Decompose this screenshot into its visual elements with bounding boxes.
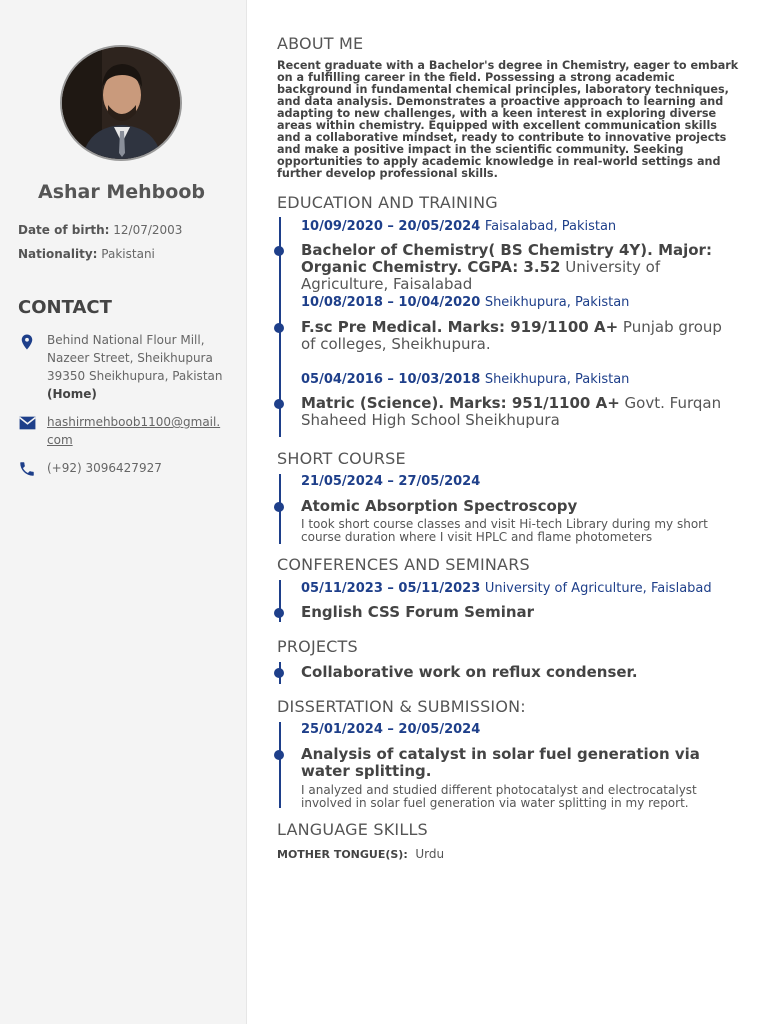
phone-number: (+92) 3096427927 — [47, 461, 162, 475]
edu-2-qualification: F.sc Pre Medical. Marks: 919/1100 A+ — [301, 318, 619, 336]
short-course-name: Atomic Absorption Spectroscopy — [301, 497, 578, 515]
profile-photo — [60, 45, 182, 161]
edu-1-qualification: Bachelor of Chemistry( BS Chemistry 4Y). Major: Organic Chemistry. CGPA: 3.52 — [301, 241, 712, 276]
email-line-1[interactable]: hashirmehboob1100@gmail. — [47, 415, 221, 429]
short-course-description: I took short course classes and visit Hi-tech Library during my short course duration where I visit HPLC and flame photometers — [301, 517, 708, 544]
address-line-2: Nazeer Street, Sheikhupura — [47, 351, 213, 365]
edu-3-location: Sheikhupura, Pakistan — [484, 372, 630, 387]
short-course-dates: 21/05/2024 – 27/05/2024 — [301, 474, 481, 489]
edu-1-dates: 10/09/2020 – 20/05/2024 Faisalabad, Pakistan — [301, 219, 617, 234]
edu-2-location: Sheikhupura, Pakistan — [484, 295, 630, 310]
short-course-title: SHORT COURSE — [277, 449, 406, 468]
conference-dates: 05/11/2023 – 05/11/2023 University of Agriculture, Faislabad — [301, 581, 712, 596]
timeline-dot — [274, 323, 284, 333]
timeline-dot — [274, 399, 284, 409]
candidate-name: Ashar Mehboob — [38, 181, 205, 203]
dissertation-description: I analyzed and studied different photocatalyst and electrocatalyst involved in solar fuel generation via water splitting in my report. — [301, 783, 697, 810]
nationality — [18, 247, 155, 261]
dob-label: Date of birth: — [18, 223, 110, 237]
projects-title: PROJECTS — [277, 637, 358, 656]
edu-3-entry — [301, 395, 741, 429]
education-title: EDUCATION AND TRAINING — [277, 193, 498, 212]
phone-icon — [18, 460, 36, 482]
dissertation-name: Analysis of catalyst in solar fuel generation via water splitting. — [301, 745, 700, 780]
timeline-dot — [274, 502, 284, 512]
nationality-label: Nationality: — [18, 247, 98, 261]
timeline-dot — [274, 668, 284, 678]
timeline-dot — [274, 750, 284, 760]
edu-2-dates: 10/08/2018 – 10/04/2020 Sheikhupura, Pakistan — [301, 295, 630, 310]
conference-location: University of Agriculture, Faislabad — [484, 581, 712, 596]
edu-3-qualification: Matric (Science). Marks: 951/1100 A+ — [301, 394, 620, 412]
address — [47, 331, 222, 403]
sidebar — [0, 0, 247, 1024]
email-icon — [18, 415, 37, 435]
address-type: (Home) — [47, 387, 97, 401]
dissertation-title: DISSERTATION & SUBMISSION: — [277, 697, 526, 716]
edu-1-location: Faisalabad, Pakistan — [484, 219, 617, 234]
email-line-2[interactable]: com — [47, 433, 73, 447]
dissertation-timeline-line — [279, 722, 281, 808]
about-me-text: Recent graduate with a Bachelor's degree in Chemistry, eager to embark on a fulfilling career in the field. Possessing a strong academic background in fundamental chemical principles, laboratory techniques, and data analysis. Demonstrates a proactive approach to learning and adapting to new challenges, with a keen interest in exploring diverse areas within chemistry. Equipped with excellent communication skills and a collaborative mindset, ready to contribute to innovative projects and make a positive impact in the scientific community. Seeking opportunities to apply academic knowledge in real-world settings and further develop professional skills. — [277, 59, 739, 180]
edu-3-dates: 05/04/2016 – 10/03/2018 Sheikhupura, Pakistan — [301, 372, 630, 387]
address-line-3: 39350 Sheikhupura, Pakistan — [47, 369, 223, 383]
dob-value: 12/07/2003 — [113, 223, 183, 237]
location-icon — [18, 333, 36, 355]
mother-tongue — [277, 847, 444, 861]
timeline-dot — [274, 246, 284, 256]
mother-tongue-value: Urdu — [415, 847, 445, 861]
language-skills-title: LANGUAGE SKILLS — [277, 820, 428, 839]
project-name: Collaborative work on reflux condenser. — [301, 663, 638, 681]
email-link[interactable] — [47, 413, 220, 449]
about-me-title: ABOUT ME — [277, 34, 364, 53]
edu-3-institution: Govt. Furqan Shaheed High School Sheikhupura — [301, 394, 722, 429]
timeline-dot — [274, 608, 284, 618]
dissertation-dates: 25/01/2024 – 20/05/2024 — [301, 722, 481, 737]
address-line-1: Behind National Flour Mill, — [47, 333, 205, 347]
conferences-title: CONFERENCES AND SEMINARS — [277, 555, 530, 574]
edu-2-institution: Punjab group of colleges, Sheikhupura. — [301, 318, 722, 353]
edu-2-entry — [301, 319, 741, 353]
edu-1-entry — [301, 242, 741, 293]
nationality-value: Pakistani — [101, 247, 155, 261]
date-of-birth — [18, 223, 182, 237]
contact-heading: CONTACT — [18, 297, 112, 318]
mother-tongue-label: MOTHER TONGUE(S): — [277, 848, 408, 861]
edu-1-institution: University of Agriculture, Faisalabad — [301, 258, 661, 293]
conference-name: English CSS Forum Seminar — [301, 603, 535, 621]
